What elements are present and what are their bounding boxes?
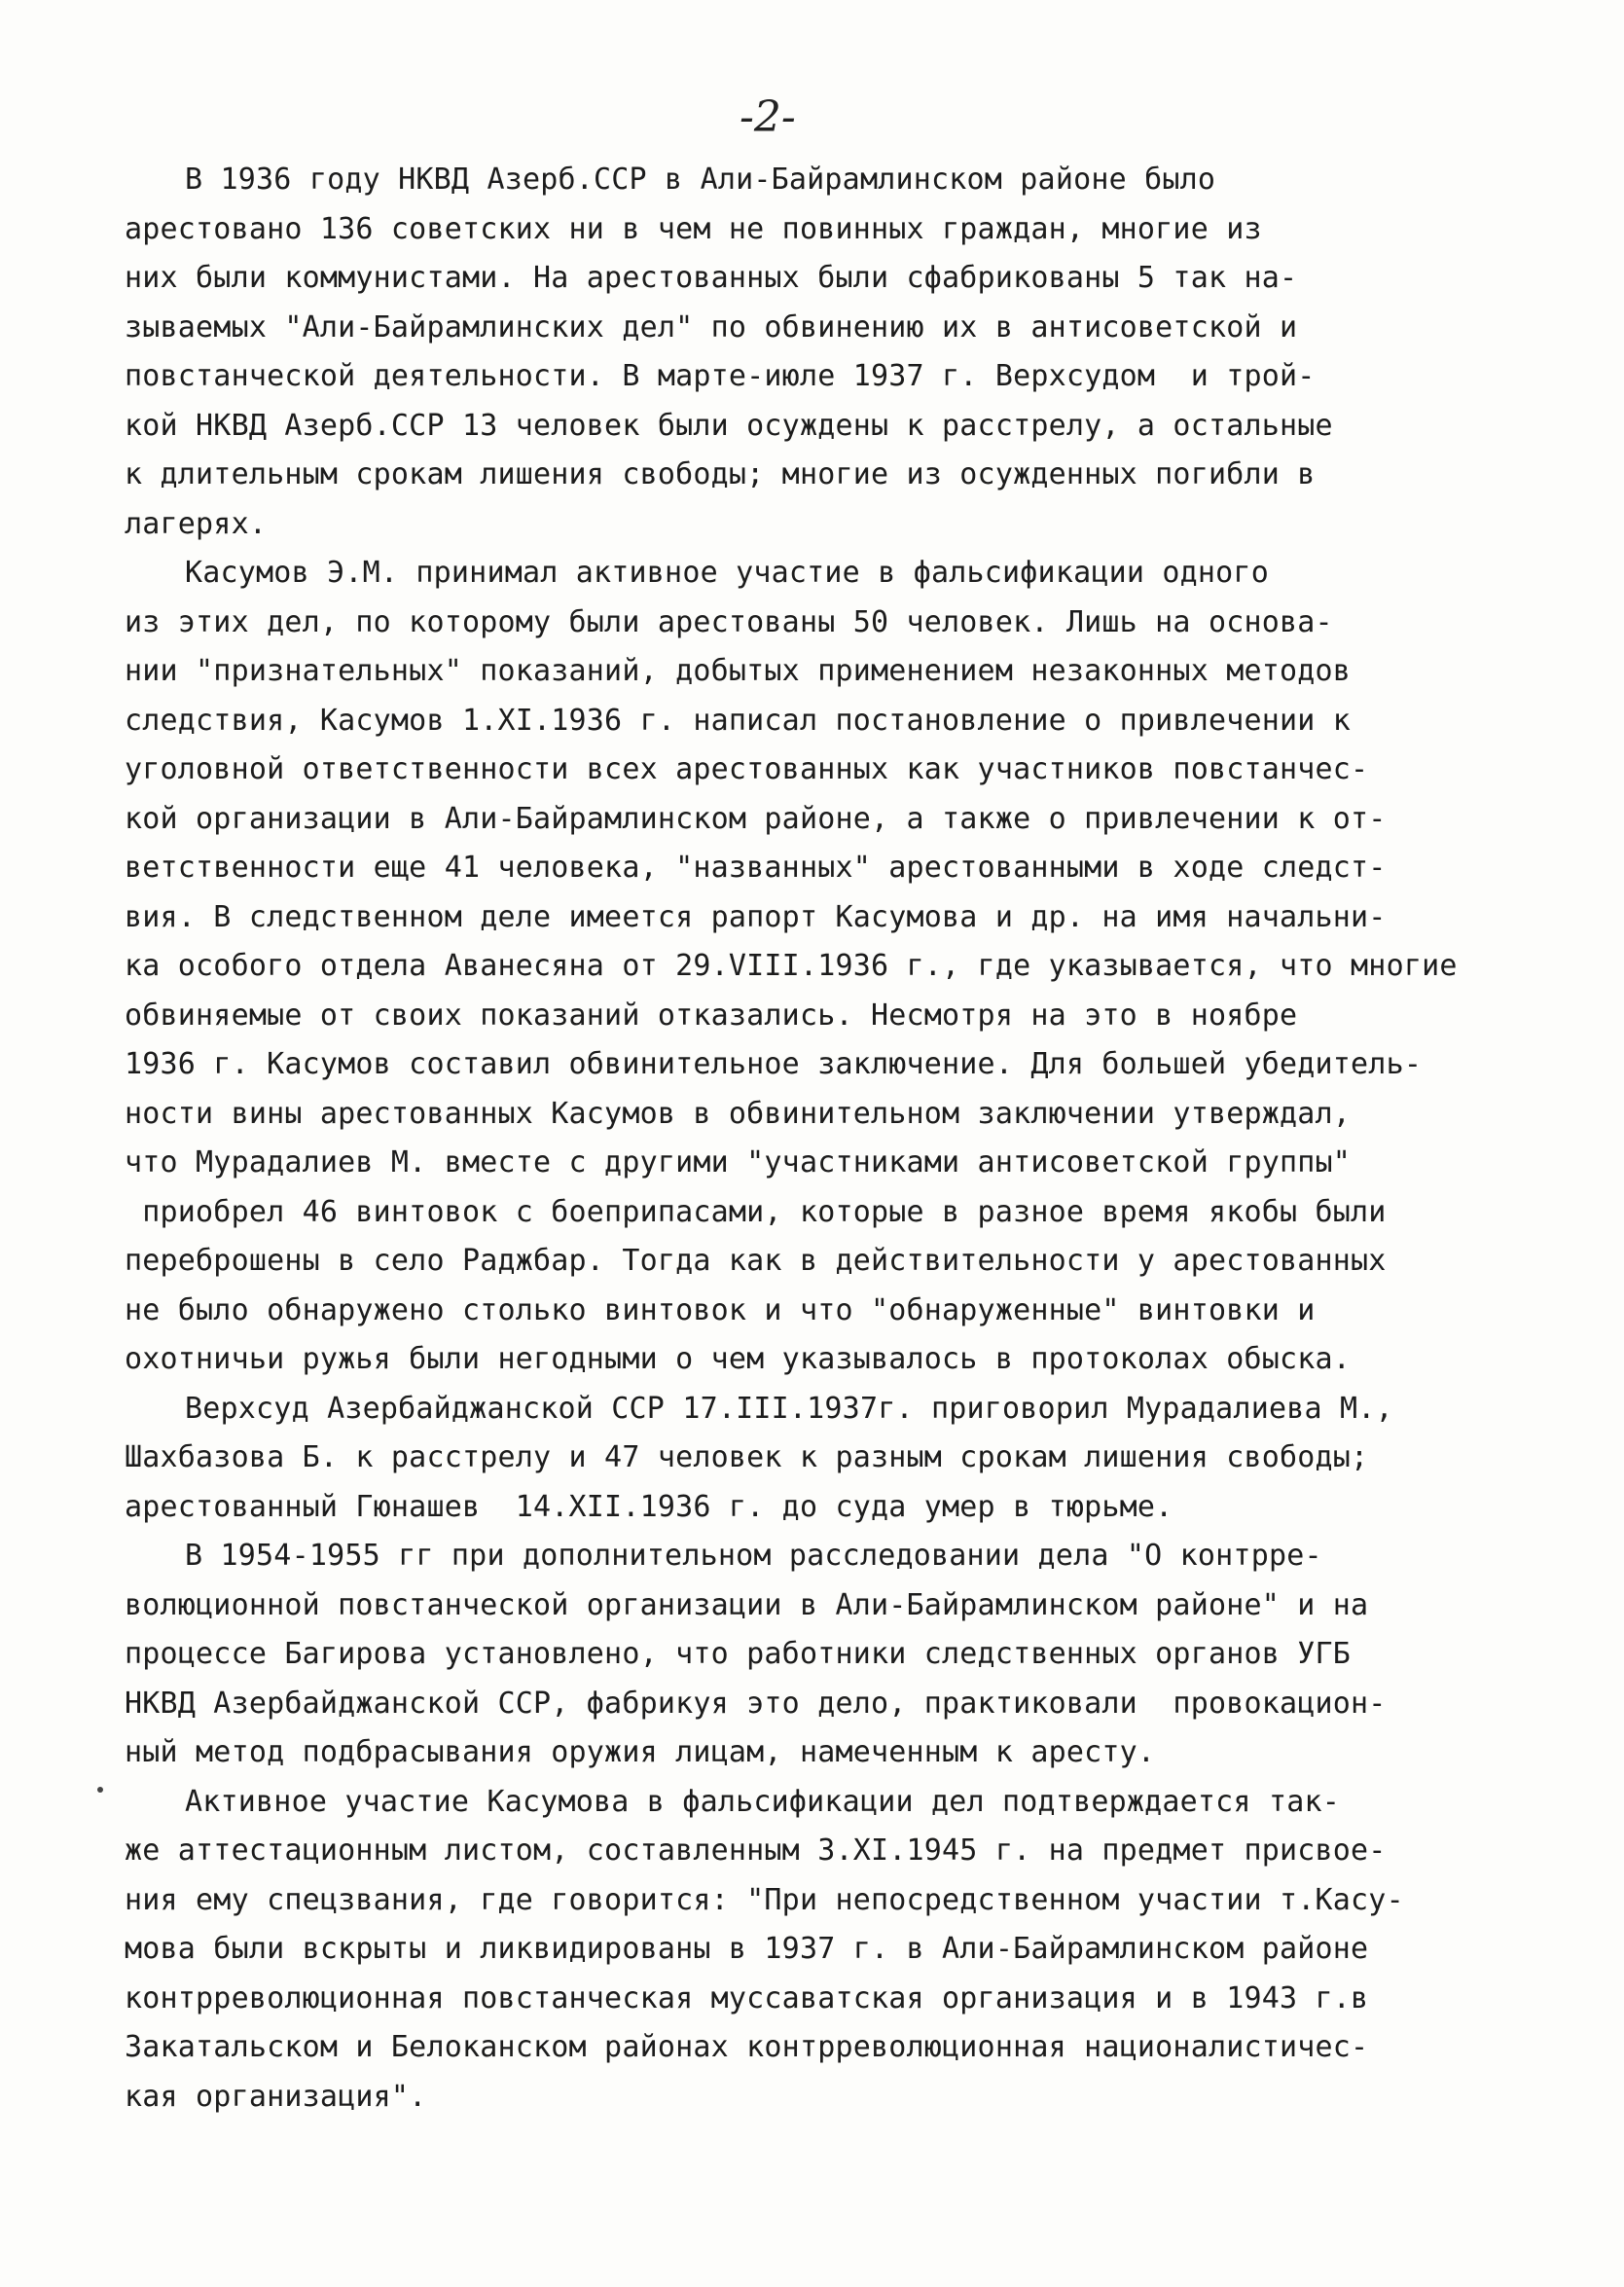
paragraph xyxy=(125,549,1506,1385)
paragraph xyxy=(125,156,1506,549)
text-line: повстанческой деятельности. В марте-июле 1937 г. Верхсудом и трой- xyxy=(125,359,1316,393)
text-line: В 1936 году НКВД Азерб.ССР в Али-Байрамлинском районе было xyxy=(185,163,1216,197)
document-body xyxy=(125,156,1506,2122)
paragraph xyxy=(125,1385,1506,1533)
text-line: охотничьи ружья были негодными о чем указывалось в протоколах обыска. xyxy=(125,1342,1352,1376)
text-line: Активное участие Касумова в фальсификации дел подтверждается так- xyxy=(185,1784,1340,1819)
text-line: обвиняемые от своих показаний отказались. Несмотря на это в ноябре xyxy=(125,998,1298,1033)
text-line: мова были вскрыты и ликвидированы в 1937 г. в Али-Байрамлинском районе xyxy=(125,1932,1369,1966)
text-line: нии "признательных" показаний, добытых применением незаконных методов xyxy=(125,654,1352,688)
paragraph xyxy=(125,1532,1506,1778)
text-line: ветственности еще 41 человека, "названных" арестованными в ходе следст- xyxy=(125,851,1387,885)
text-line: ности вины арестованных Касумов в обвинительном заключении утверждал, xyxy=(125,1096,1352,1131)
text-line: же аттестационным листом, составленным 3.XI.1945 г. на предмет присвое- xyxy=(125,1833,1387,1868)
text-line: к длительным срокам лишения свободы; многие из осужденных погибли в xyxy=(125,457,1316,491)
text-line: вия. В следственном деле имеется рапорт Касумова и др. на имя начальни- xyxy=(125,899,1387,934)
text-line: ка особого отдела Аванесяна от 29.VIII.1936 г., где указывается, что многие xyxy=(125,949,1458,983)
text-line: что Мурадалиев М. вместе с другими "участниками антисоветской группы" xyxy=(125,1145,1352,1180)
text-line: ный метод подбрасывания оружия лицам, намеченным к аресту. xyxy=(125,1735,1156,1769)
text-line: кой НКВД Азерб.ССР 13 человек были осуждены к расстрелу, а остальные xyxy=(125,408,1333,443)
text-line: процессе Багирова установлено, что работники следственных органов УГБ xyxy=(125,1637,1352,1671)
text-line: лагерях. xyxy=(125,506,268,541)
text-line: арестовано 136 советских ни в чем не повинных граждан, многие из xyxy=(125,211,1262,246)
text-line: них были коммунистами. На арестованных были сфабрикованы 5 так на- xyxy=(125,261,1298,295)
paragraph xyxy=(125,1778,1506,2123)
text-line: приобрел 46 винтовок с боеприпасами, которые в разное время якобы были xyxy=(125,1194,1387,1229)
text-line: кой организации в Али-Байрамлинском районе, а также о привлечении к от- xyxy=(125,801,1387,836)
text-line: Касумов Э.М. принимал активное участие в фальсификации одного xyxy=(185,556,1269,590)
text-line: кая организация". xyxy=(125,2079,427,2114)
text-line: Закатальском и Белоканском районах контрреволюционная националистичес- xyxy=(125,2030,1369,2064)
text-line: переброшены в село Раджбар. Тогда как в действительности у арестованных xyxy=(125,1244,1387,1278)
text-line: Верхсуд Азербайджанской ССР 17.III.1937г. приговорил Мурадалиева М., xyxy=(185,1391,1393,1426)
text-line: уголовной ответственности всех арестованных как участников повстанчес- xyxy=(125,752,1369,786)
text-line: В 1954-1955 гг при дополнительном расследовании дела "О контрре- xyxy=(185,1539,1322,1573)
text-line: ния ему спецзвания, где говорится: "При непосредственном участии т.Касу- xyxy=(125,1882,1404,1917)
text-line: НКВД Азербайджанской ССР, фабрикуя это дело, практиковали провокацион- xyxy=(125,1686,1387,1721)
text-line: волюционной повстанческой организации в Али-Байрамлинском районе" и на xyxy=(125,1587,1369,1622)
text-line: не было обнаружено столько винтовок и что "обнаруженные" винтовки и xyxy=(125,1292,1316,1327)
margin-mark xyxy=(97,1787,103,1793)
text-line: следствия, Касумов 1.XI.1936 г. написал постановление о привлечении к xyxy=(125,703,1352,738)
text-line: 1936 г. Касумов составил обвинительное заключение. Для большей убедитель- xyxy=(125,1047,1423,1081)
text-line: контрреволюционная повстанческая муссаватская организация и в 1943 г.в xyxy=(125,1980,1369,2015)
text-line: Шахбазова Б. к расстрелу и 47 человек к разным срокам лишения свободы; xyxy=(125,1440,1369,1474)
text-line: из этих дел, по которому были арестованы 50 человек. Лишь на основа- xyxy=(125,604,1333,639)
text-line: арестованный Гюнашев 14.XII.1936 г. до суда умер в тюрьме. xyxy=(125,1489,1173,1524)
text-line: зываемых "Али-Байрамлинских дел" по обвинению их в антисоветской и xyxy=(125,309,1298,345)
page-number: -2- xyxy=(740,92,796,142)
